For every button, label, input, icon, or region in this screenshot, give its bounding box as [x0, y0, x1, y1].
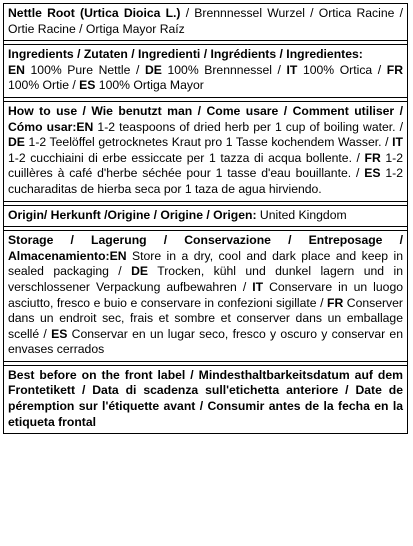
- ingredients-code-fr: FR: [386, 62, 403, 77]
- how-to-use-section: [4, 102, 407, 202]
- storage-text-it: Conservare in un luogo asciutto, fresco e buio e conservare in confezioni sigillate /: [8, 279, 404, 310]
- ingredients-section: [4, 45, 407, 98]
- how-to-use-code-es: ES: [364, 166, 381, 181]
- how-to-use-heading: How to use / Wie benutzt man / Come usare / Comment utiliser / Cómo usar:: [8, 103, 403, 134]
- how-to-use-code-fr: FR: [364, 150, 381, 165]
- how-to-use-text-en: 1-2 teaspoons of dried herb per 1 cup of boiling water. /: [93, 119, 403, 134]
- product-name-translations: / Brennnessel Wurzel / Ortica Racine / Ortie Racine / Ortiga Mayor Raíz: [8, 6, 403, 36]
- storage-text-de: Trocken, kühl und dunkel lagern und in verschlossener Verpackung aufbewahren /: [8, 264, 403, 294]
- storage-text-en: Store in a dry, cool and dark place and keep in sealed packaging /: [8, 248, 403, 279]
- how-to-use-text-es: 1-2 cucharaditas de hierba seca por 1 taza de agua hirviendo.: [8, 166, 403, 196]
- how-to-use-code-en: EN: [76, 119, 94, 134]
- origin-section: [4, 206, 407, 228]
- storage-text-fr: Conserver dans un endroit sec, frais et sombre et conserver dans un emballage scellé /: [8, 295, 403, 341]
- ingredients-code-de: DE: [144, 62, 162, 77]
- storage-code-de: DE: [131, 264, 149, 279]
- storage-code-it: IT: [252, 279, 264, 294]
- ingredients-text-de: 100% Brennnessel /: [161, 62, 287, 77]
- ingredients-text-en: 100% Pure Nettle /: [24, 62, 145, 77]
- title-section: [4, 4, 407, 41]
- storage-code-es: ES: [51, 326, 68, 341]
- ingredients-code-it: IT: [286, 62, 298, 77]
- ingredients-code-en: EN: [8, 62, 25, 77]
- storage-code-fr: FR: [327, 295, 344, 310]
- ingredients-text-fr: 100% Ortie /: [8, 78, 80, 93]
- best-before-section: [4, 366, 407, 433]
- origin-value: United Kingdom: [256, 207, 347, 222]
- ingredients-text-it: 100% Ortica /: [297, 62, 387, 77]
- product-label: [3, 3, 408, 434]
- product-name: Nettle Root (Urtica Dioica L.): [8, 6, 181, 20]
- storage-section: [4, 231, 407, 362]
- how-to-use-code-it: IT: [392, 135, 403, 150]
- origin-heading: Origin/ Herkunft /Origine / Origine / Origen:: [8, 207, 257, 222]
- how-to-use-text-it: 1-2 cucchiaini di erbe essiccate per 1 tazza di acqua bollente. /: [8, 150, 365, 165]
- ingredients-code-es: ES: [79, 78, 96, 93]
- storage-text-es: Conservar en un lugar seco, fresco y oscuro y conservar en envases cerrados: [8, 326, 403, 357]
- how-to-use-text-fr: 1-2 cuillères à café d'herbe séchée pour 1 tasse d'eau bouillante. /: [8, 150, 403, 181]
- how-to-use-text-de: 1-2 Teelöffel getrocknetes Kraut pro 1 Tasse kochendem Wasser. /: [24, 135, 393, 150]
- ingredients-text-es: 100% Ortiga Mayor: [95, 78, 204, 93]
- how-to-use-code-de: DE: [8, 135, 25, 150]
- storage-code-en: EN: [109, 248, 127, 263]
- best-before-heading: Best before on the front label / Mindesthaltbarkeitsdatum auf dem Frontetikett / Data di scadenza sull'etichetta anteriore / Date de péremption sur l'étiquette avant / Consumir antes de la fecha en la etiqueta frontal: [8, 367, 403, 429]
- storage-heading: Storage / Lagerung / Conservazione / Entreposage / Almacenamiento:: [8, 233, 403, 263]
- ingredients-heading: Ingredients / Zutaten / Ingredienti / Ingrédients / Ingredientes:: [8, 47, 363, 62]
